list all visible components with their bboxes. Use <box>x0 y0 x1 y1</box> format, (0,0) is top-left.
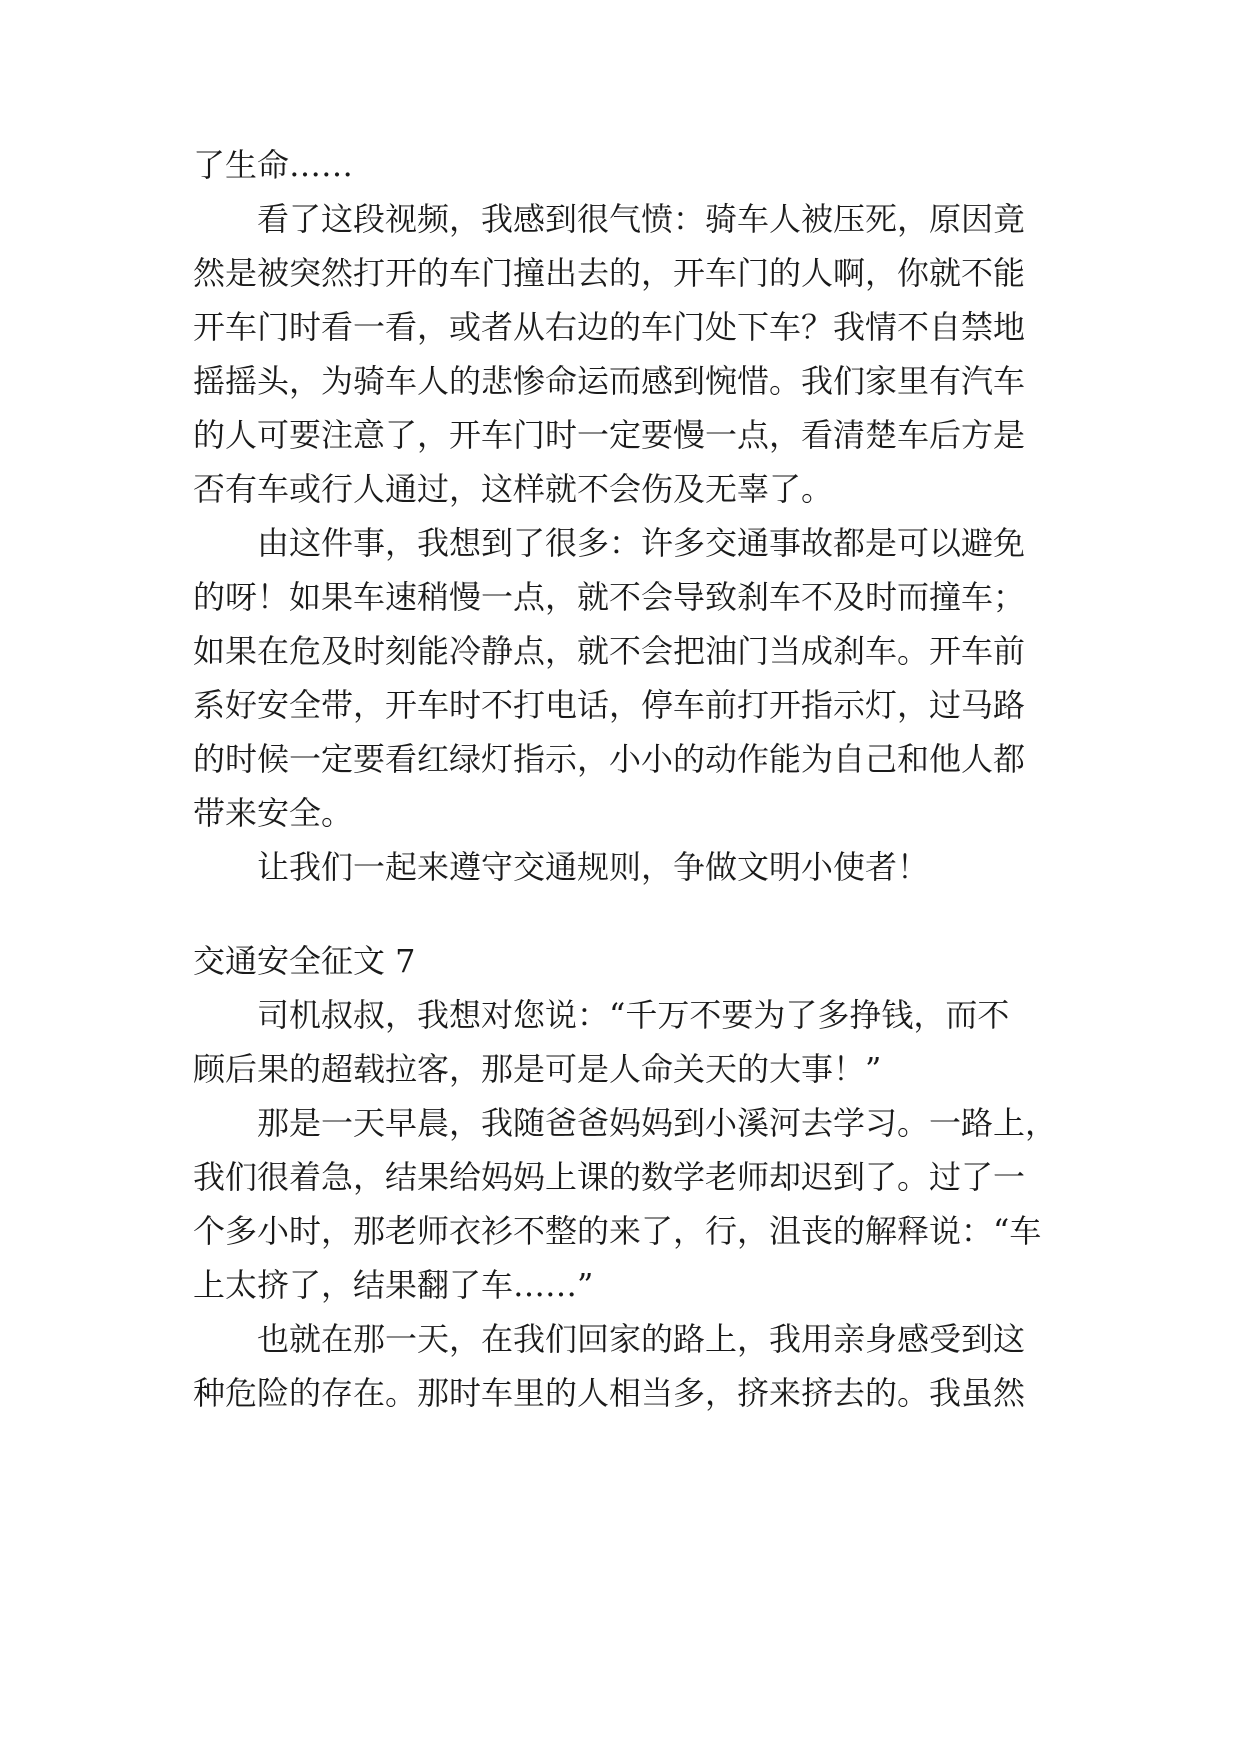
text-line: 顾后果的超载拉客，那是可是人命关天的大事！” <box>193 1050 882 1088</box>
text-line: 的人可要注意了，开车门时一定要慢一点，看清楚车后方是 <box>193 416 1026 454</box>
paragraph-first-line: 司机叔叔，我想对您说：“千万不要为了多挣钱，而不 <box>257 996 1010 1034</box>
text-line: 否有车或行人通过，这样就不会伤及无辜了。 <box>193 470 834 508</box>
paragraph-first-line: 看了这段视频，我感到很气愤：骑车人被压死，原因竟 <box>257 200 1026 238</box>
text-line: 上太挤了，结果翻了车……” <box>193 1266 594 1304</box>
text-line: 如果在危及时刻能冷静点，就不会把油门当成刹车。开车前 <box>193 632 1026 670</box>
text-line: 开车门时看一看，或者从右边的车门处下车？我情不自禁地 <box>193 308 1026 346</box>
text-line: 的呀！如果车速稍慢一点，就不会导致刹车不及时而撞车； <box>193 578 1026 616</box>
paragraph-first-line: 那是一天早晨，我随爸爸妈妈到小溪河去学习。一路上， <box>257 1104 1058 1142</box>
text-line: 了生命…… <box>193 146 354 184</box>
text-line: 系好安全带，开车时不打电话，停车前打开指示灯，过马路 <box>193 686 1026 724</box>
paragraph-first-line: 由这件事，我想到了很多：许多交通事故都是可以避免 <box>257 524 1026 562</box>
section-heading: 交通安全征文 7 <box>193 942 416 980</box>
paragraph-first-line: 也就在那一天，在我们回家的路上，我用亲身感受到这 <box>257 1320 1026 1358</box>
text-line: 的时候一定要看红绿灯指示，小小的动作能为自己和他人都 <box>193 740 1026 778</box>
text-line: 然是被突然打开的车门撞出去的，开车门的人啊，你就不能 <box>193 254 1026 292</box>
text-line: 个多小时，那老师衣衫不整的来了，行，沮丧的解释说：“车 <box>193 1212 1042 1250</box>
text-line: 我们很着急，结果给妈妈上课的数学老师却迟到了。过了一 <box>193 1158 1026 1196</box>
text-line: 摇摇头，为骑车人的悲惨命运而感到惋惜。我们家里有汽车 <box>193 362 1026 400</box>
text-line: 种危险的存在。那时车里的人相当多，挤来挤去的。我虽然 <box>193 1374 1026 1412</box>
text-line: 带来安全。 <box>193 794 354 832</box>
paragraph-first-line: 让我们一起来遵守交通规则，争做文明小使者！ <box>257 848 930 886</box>
